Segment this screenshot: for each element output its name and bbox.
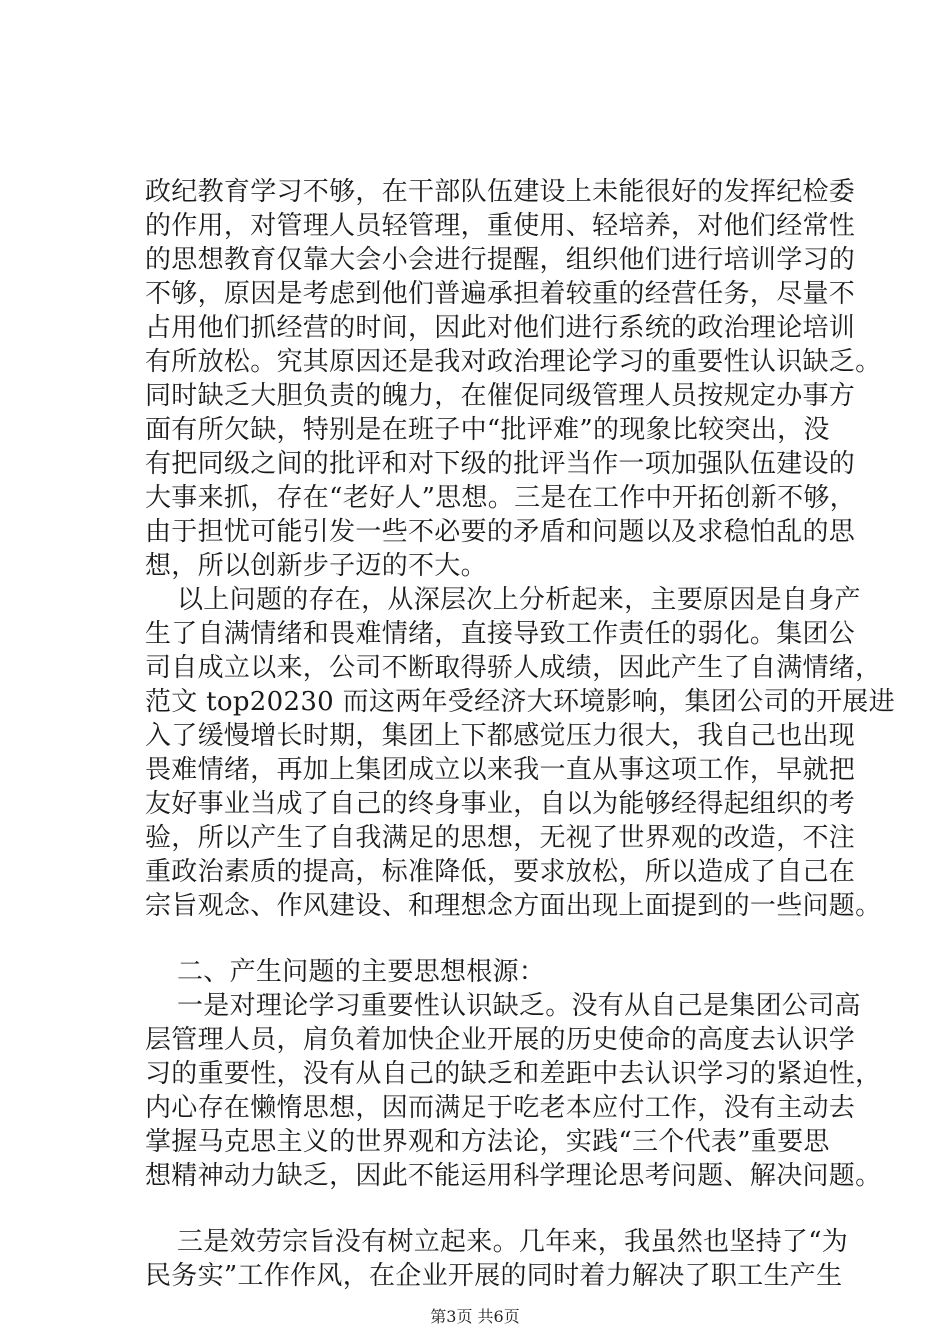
text-line: 面有所欠缺，特别是在班子中“批评难”的现象比较突出，没 [145, 415, 830, 445]
text-line: 政纪教育学习不够，在干部队伍建设上未能很好的发挥纪检委 [145, 177, 856, 207]
text-line: 有把同级之间的批评和对下级的批评当作一项加强队伍建设的 [145, 449, 856, 479]
section-heading: 二、产生问题的主要思想根源： [177, 957, 546, 987]
text-line: 的思想教育仅靠大会小会进行提醒，组织他们进行培训学习的 [145, 245, 856, 275]
text-line: 习的重要性，没有从自己的缺乏和差距中去认识学习的紧迫性， [145, 1059, 882, 1089]
text-line: 想精神动力缺乏，因此不能运用科学理论思考问题、解决问题。 [145, 1161, 882, 1191]
text-line: 司自成立以来，公司不断取得骄人成绩，因此产生了自满情绪， [145, 653, 882, 683]
paragraph-first-line: 一是对理论学习重要性认识缺乏。没有从自己是集团公司高 [177, 991, 861, 1021]
text-line: 有所放松。究其原因还是我对政治理论学习的重要性认识缺乏。 [145, 347, 882, 377]
text-line: 想，所以创新步子迈的不大。 [145, 551, 487, 581]
paragraph-first-line: 三是效劳宗旨没有树立起来。几年来，我虽然也坚持了“为 [177, 1227, 849, 1257]
text-line: 同时缺乏大胆负责的魄力，在催促同级管理人员按规定办事方 [145, 381, 856, 411]
text-line: 层管理人员，肩负着加快企业开展的历史使命的高度去认识学 [145, 1025, 856, 1055]
text-line: 生了自满情绪和畏难情绪，直接导致工作责任的弱化。集团公 [145, 619, 856, 649]
page-number-footer: 第3页 共6页 [430, 1307, 520, 1326]
text-line: 掌握马克思主义的世界观和方法论，实践“三个代表”重要思 [145, 1127, 830, 1157]
text-line: 大事来抓，存在“老好人”思想。三是在工作中开拓创新不够， [145, 483, 856, 513]
text-line: 内心存在懒惰思想，因而满足于吃老本应付工作，没有主动去 [145, 1093, 856, 1123]
text-line: 畏难情绪，再加上集团成立以来我一直从事这项工作，早就把 [145, 755, 856, 785]
text-line: 友好事业当成了自己的终身事业，自以为能够经得起组织的考 [145, 789, 856, 819]
text-line: 占用他们抓经营的时间，因此对他们进行系统的政治理论培训 [145, 313, 856, 343]
text-line: 民务实”工作作风，在企业开展的同时着力解决了职工生产生 [145, 1261, 843, 1291]
paragraph-first-line: 以上问题的存在，从深层次上分析起来，主要原因是自身产 [177, 585, 861, 615]
text-line: 入了缓慢增长时期，集团上下都感觉压力很大，我自己也出现 [145, 721, 856, 751]
text-line: 由于担忧可能引发一些不必要的矛盾和问题以及求稳怕乱的思 [145, 517, 856, 547]
text-line: 宗旨观念、作风建设、和理想念方面出现上面提到的一些问题。 [145, 891, 882, 921]
text-line: 范文 top20230 而这两年受经济大环境影响，集团公司的开展进 [145, 687, 895, 717]
text-line: 的作用，对管理人员轻管理，重使用、轻培养，对他们经常性 [145, 211, 856, 241]
text-line: 重政治素质的提高，标准降低，要求放松，所以造成了自己在 [145, 857, 856, 887]
text-line: 不够，原因是考虑到他们普遍承担着较重的经营任务，尽量不 [145, 279, 856, 309]
text-line: 验，所以产生了自我满足的思想，无视了世界观的改造，不注 [145, 823, 856, 853]
